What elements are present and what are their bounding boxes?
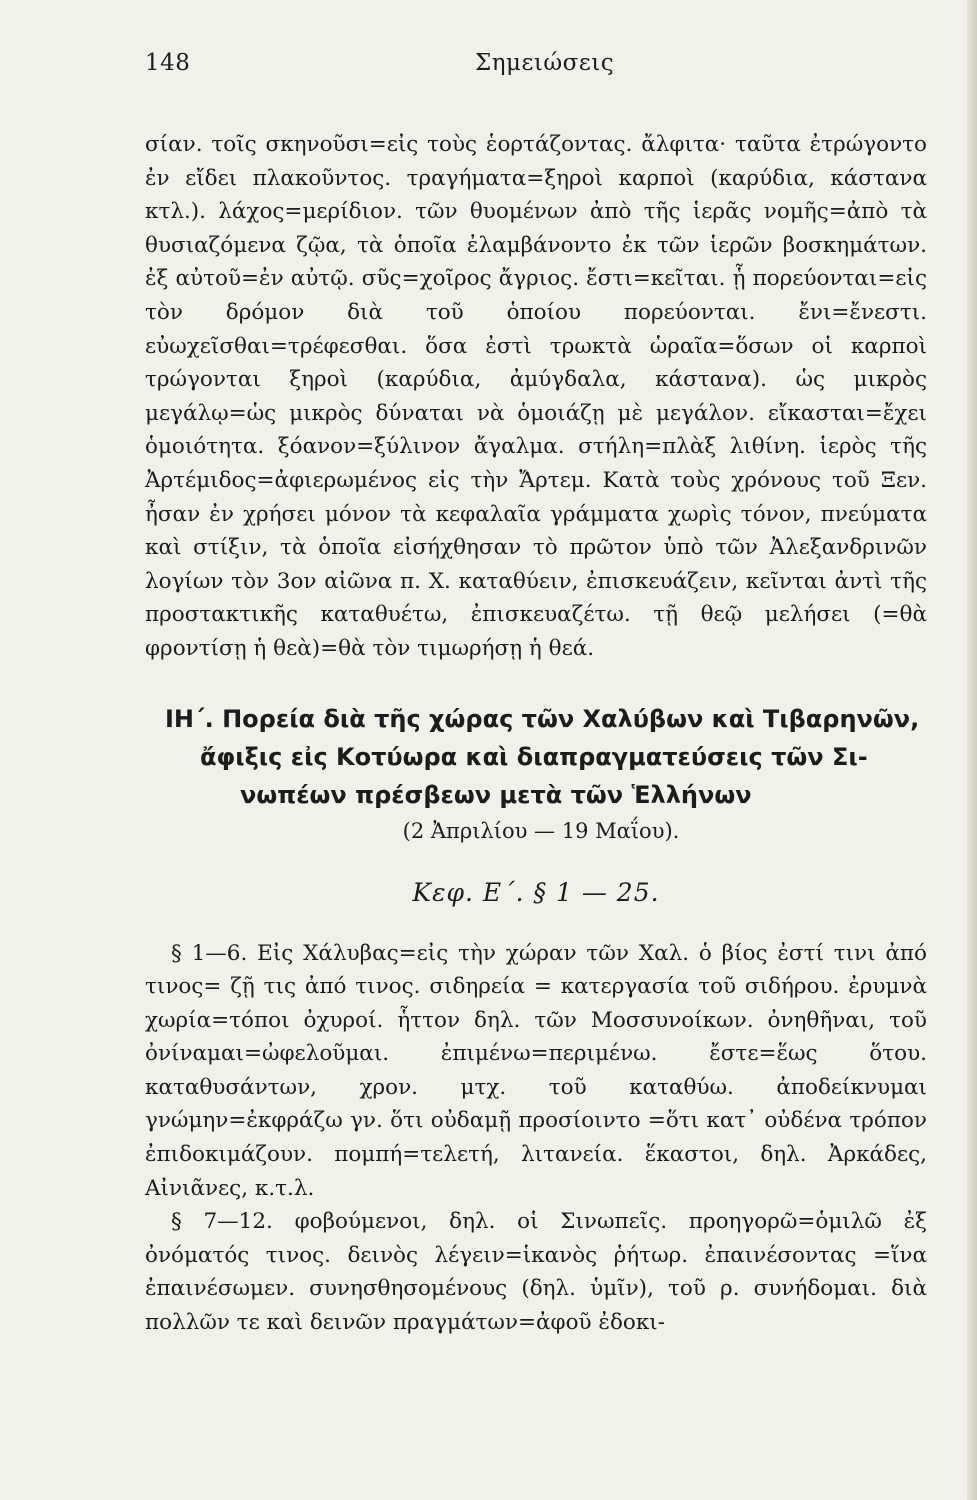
section-heading xyxy=(145,700,927,814)
notes-paragraph-top: σίαν. τοῖς σκηνοῦσι=εἰς τοὺς ἑορτάζοντας. ἄλφιτα· ταῦτα ἐτρώγοντο ἐν εἴδει πλακοῦντος. τραγήματα=ξηροὶ καρποὶ (καρύδια, κάστανα κτλ.). λάχος=μερίδιον. τῶν θυομένων ἀπὸ τῆς ἱερᾶς νομῆς=ἀπὸ τὰ θυσιαζόμενα ζῷα, τὰ ὁποῖα ἐλαμβάνοντο ἐκ τῶν ἱερῶν βοσκημάτων. ἐξ αὐτοῦ=ἐν αὐτῷ. σῦς=χοῖρος ἄγριος. ἔστι=κεῖται. ᾗ πορεύονται=εἰς τὸν δρόμον διὰ τοῦ ὁποίου πορεύονται. ἔνι=ἔνεστι. εὐωχεῖσθαι=τρέφεσθαι. ὅσα ἐστὶ τρωκτὰ ὡραῖα=ὅσων οἱ καρποὶ τρώγονται ξηροὶ (καρύδια, ἀμύγδαλα, κάστανα). ὡς μικρὸς μεγάλῳ=ὡς μικρὸς δύναται νὰ ὁμοιάζῃ μὲ μεγάλον. εἴκασται=ἔχει ὁμοιότητα. ξόανον=ξύλινον ἄγαλμα. στήλη=πλὰξ λιθίνη. ἱερὸς τῆς Ἀρτέμιδος=ἀφιερωμένος εἰς τὴν Ἄρτεμ. Κατὰ τοὺς χρόνους τοῦ Ξεν. ἦσαν ἐν χρήσει μόνον τὰ κεφαλαῖα γράμματα χωρὶς τόνον, πνεύματα καὶ στίξιν, τὰ ὁποῖα εἰσήχθησαν τὸ πρῶτον ὑπὸ τῶν Ἀλεξανδρινῶν λογίων τὸν 3ον αἰῶνα π. Χ. καταθύειν, ἐπισκευάζειν, κεῖνται ἀντὶ τῆς προστακτικῆς καταθυέτω, ἐπισκευαζέτω. τῇ θεῷ μελήσει (=θὰ φροντίσῃ ἡ θεὰ)=θὰ τὸν τιμωρήσῃ ἡ θεά. xyxy=(145,132,927,661)
page-edge-shadow xyxy=(967,0,977,1500)
notes-paragraph-7-12: § 7—12. φοβούμενοι, δηλ. οἱ Σινωπεῖς. προηγορῶ=ὁμιλῶ ἐξ ὀνόματός τινος. δεινὸς λέγειν=ἱκανὸς ῥήτωρ. ἐπαινέσοντας =ἵνα ἐπαινέσωμεν. συνησθησομένους (δηλ. ὑμῖν), τοῦ ρ. συνήδομαι. διὰ πολλῶν τε καὶ δεινῶν πραγμάτων=ἀφοῦ ἐδοκι- xyxy=(145,1209,927,1336)
section-heading-line-2: ἄφιξις εἰς Κοτύωρα καὶ διαπραγματεύσεις τῶν Σι- xyxy=(200,742,868,771)
page-header xyxy=(145,50,927,100)
chapter-reference: Κεφ. Ε΄. § 1 — 25. xyxy=(412,877,660,907)
section-dates: (2 Ἀπριλίου — 19 Μαΐου). xyxy=(402,818,680,843)
section-heading-line-3: νωπέων πρέσβεων μετὰ τῶν Ἑλλήνων xyxy=(240,780,752,809)
notes-paragraph-1-6: § 1—6. Εἰς Χάλυβας=εἰς τὴν χώραν τῶν Χαλ. ὁ βίος ἐστί τινι ἀπό τινος= ζῇ τις ἀπό τινος. σιδηρεία = κατεργασία τοῦ σιδήρου. ἐρυμνὰ χωρία=τόποι ὀχυροί. ἧττον δηλ. τῶν Μοσσυνοίκων. ὀνηθῆναι, τοῦ ὀνίναμαι=ὠφελοῦμαι. ἐπιμένω=περιμένω. ἔστε=ἕως ὅτου. καταθυσάντων, χρον. μτχ. τοῦ καταθύω. ἀποδείκνυμαι γνώμην=ἐκφράζω γν. ὅτι οὐδαμῇ προσίοιντο =ὅτι κατ᾽ οὐδένα τρόπον ἐπιδοκιμάζουν. πομπή=τελετή, λιτανεία. ἕκαστοι, δηλ. Ἀρκάδες, Αἰνιᾶνες, κ.τ.λ. xyxy=(145,940,927,1201)
page-number: 148 xyxy=(145,50,191,76)
running-head: Σημειώσεις xyxy=(475,50,615,76)
section-heading-line-1: ΙΗ΄. Πορεία διὰ τῆς χώρας τῶν Χαλύβων καὶ Τιβαρηνῶν, xyxy=(165,704,920,733)
